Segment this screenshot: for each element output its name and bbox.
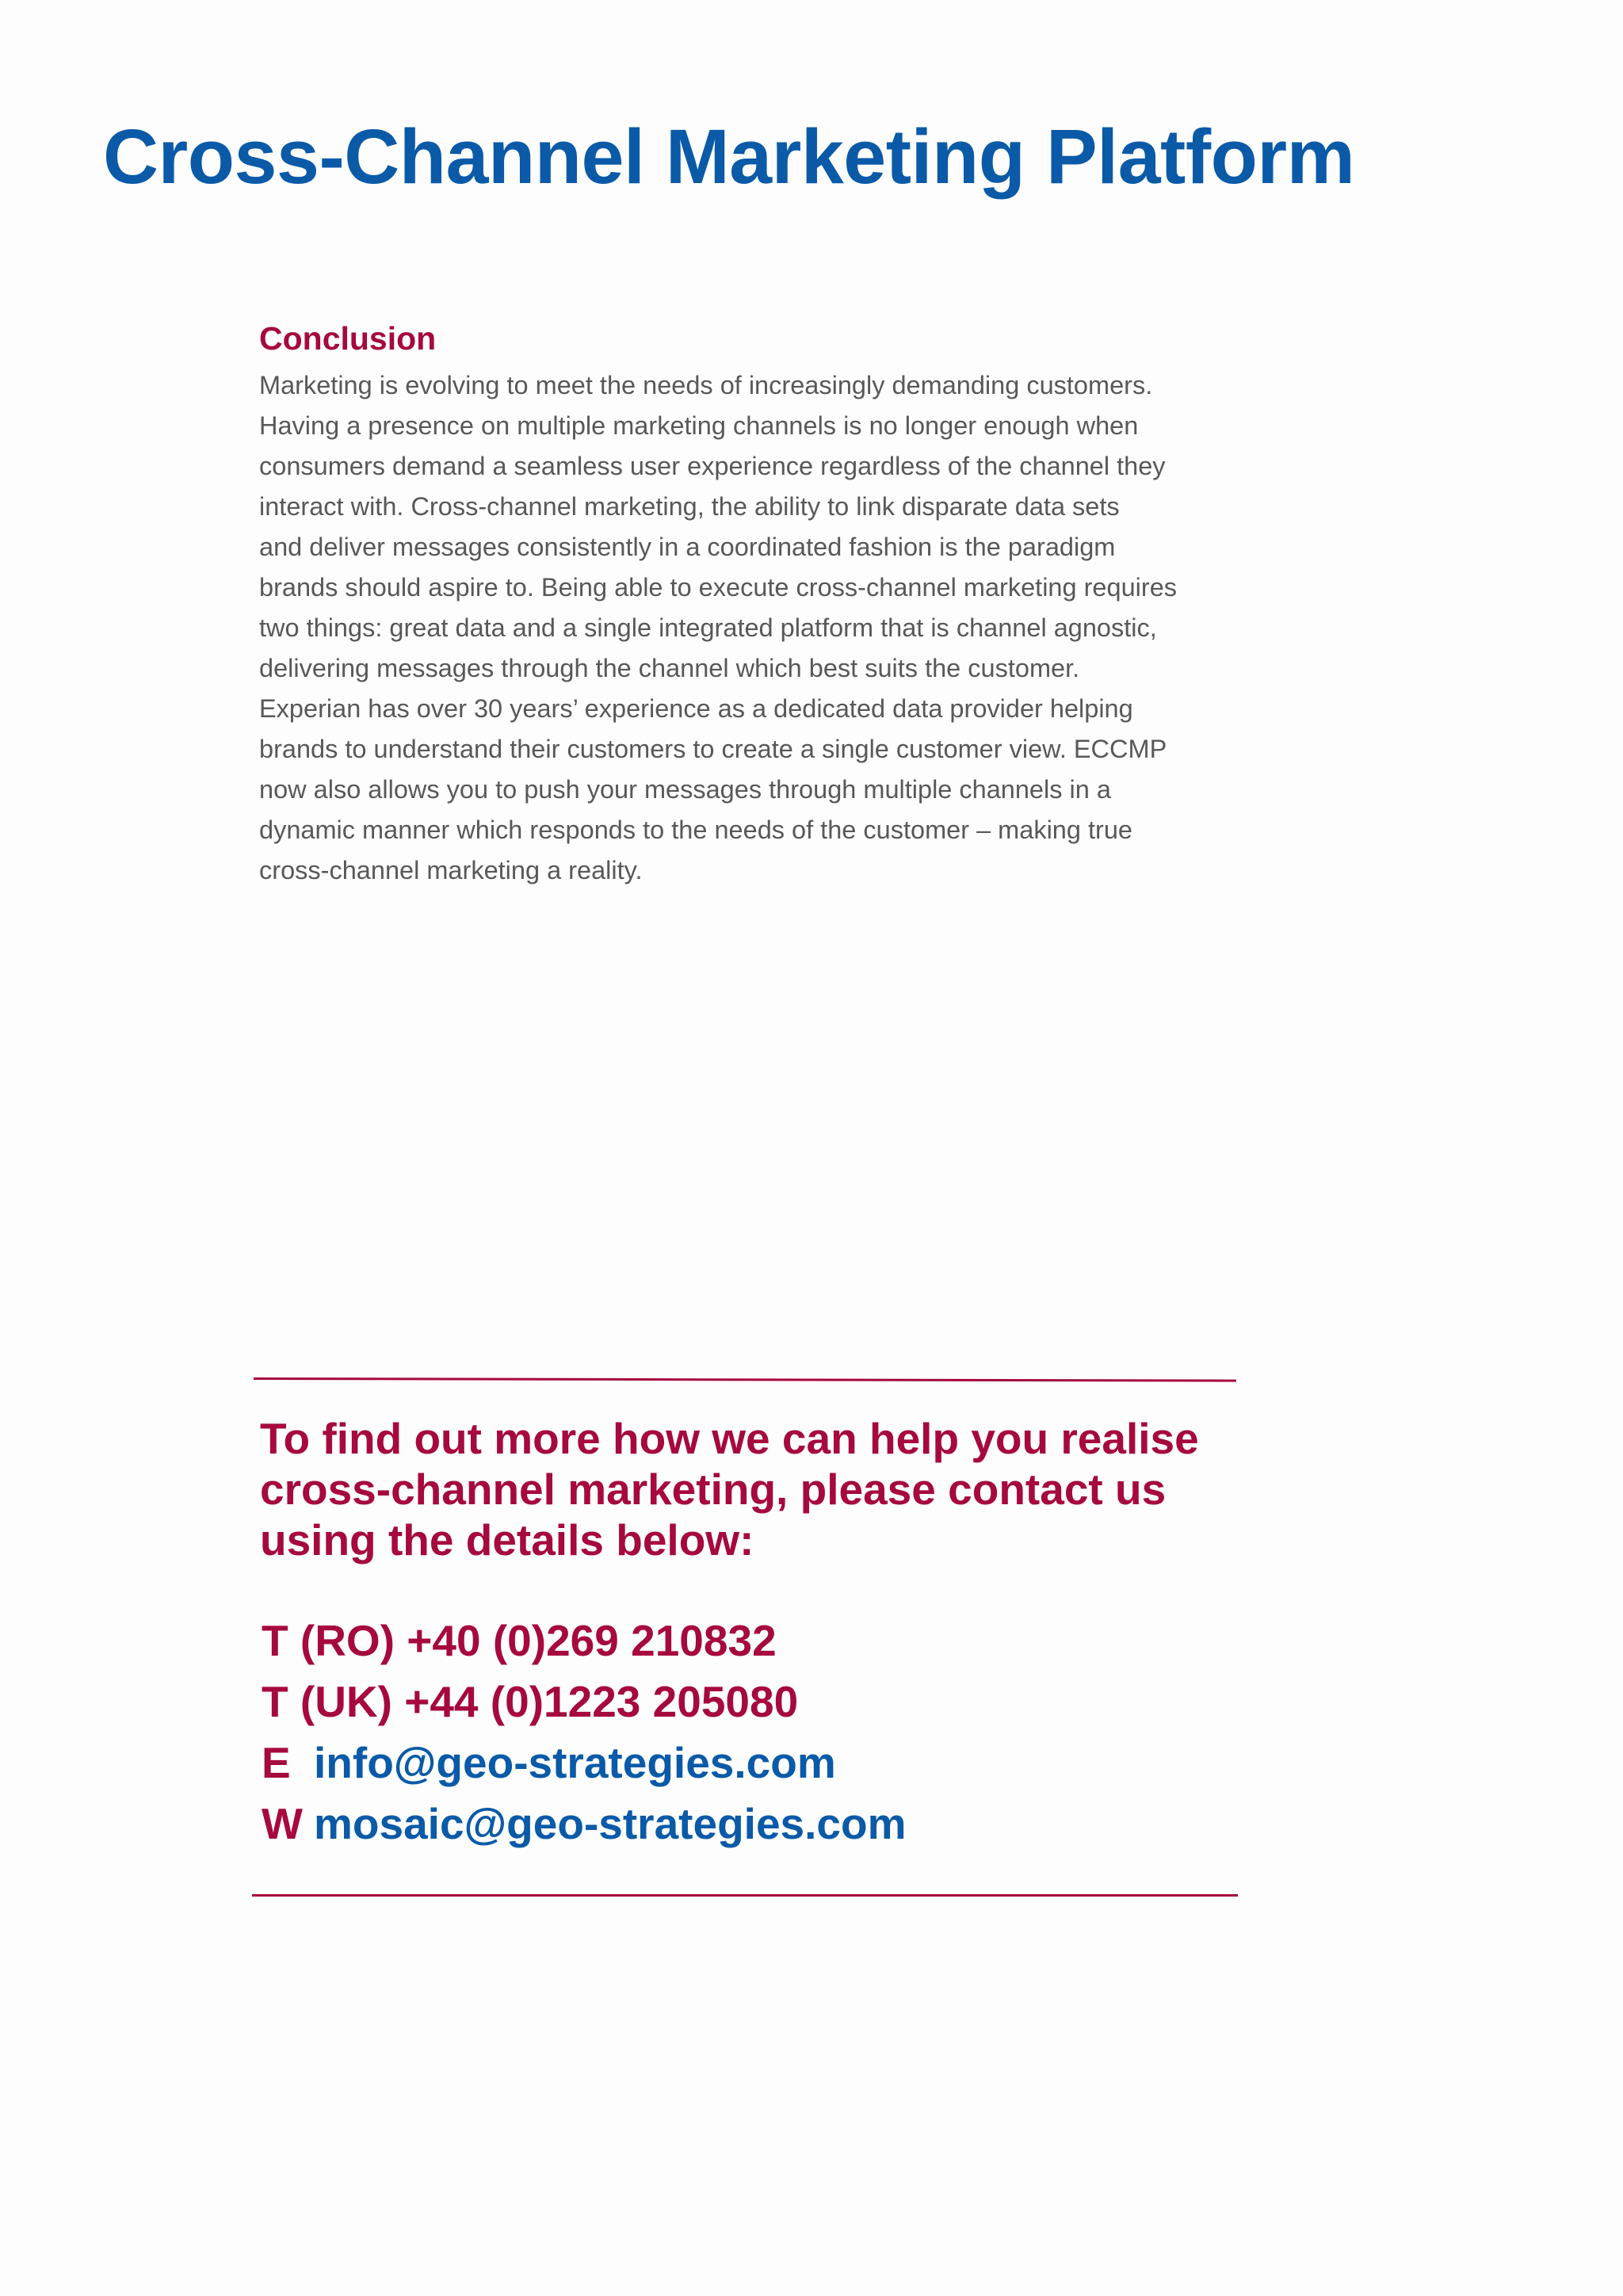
body-line: consumers demand a seamless user experience regardless of the channel they: [259, 452, 1166, 480]
contact-details: [262, 1610, 907, 1855]
page-title: Cross-Channel Marketing Platform: [103, 113, 1355, 200]
body-line: Having a presence on multiple marketing channels is no longer enough when: [259, 411, 1139, 440]
web-key: W: [262, 1799, 303, 1848]
body-line: delivering messages through the channel which best suits the customer.: [259, 654, 1080, 682]
body-line: brands to understand their customers to create a single customer view. ECCMP: [259, 735, 1167, 763]
web-row: [262, 1794, 907, 1855]
conclusion-heading: Conclusion: [259, 320, 437, 357]
body-line: cross-channel marketing a reality.: [259, 856, 643, 884]
email-link[interactable]: info@geo-strategies.com: [314, 1738, 836, 1787]
body-line: brands should aspire to. Being able to execute cross-channel marketing requires: [259, 573, 1178, 602]
body-line: Marketing is evolving to meet the needs of increasingly demanding customers.: [259, 371, 1153, 399]
conclusion-section: [259, 313, 1281, 891]
body-line: two things: great data and a single integrated platform that is channel agnostic,: [259, 613, 1157, 642]
web-link[interactable]: mosaic@geo-strategies.com: [314, 1799, 907, 1848]
contact-call-to-action: [260, 1413, 1258, 1565]
body-line: dynamic manner which responds to the needs of the customer – making true: [259, 816, 1132, 844]
body-line: Experian has over 30 years’ experience as a dedicated data provider helping: [259, 694, 1133, 723]
email-key: E: [262, 1738, 291, 1787]
phone-uk: T (UK) +44 (0)1223 205080: [262, 1677, 799, 1726]
body-line: and deliver messages consistently in a coordinated fashion is the paradigm: [259, 533, 1116, 561]
cta-line: using the details below:: [260, 1515, 754, 1564]
phone-romania: T (RO) +40 (0)269 210832: [262, 1616, 777, 1665]
bottom-divider: [252, 1894, 1238, 1897]
body-line: interact with. Cross-channel marketing, the ability to link disparate data sets: [259, 492, 1120, 521]
cta-line: cross-channel marketing, please contact us: [260, 1465, 1167, 1514]
cta-line: To find out more how we can help you realise: [260, 1414, 1199, 1463]
email-row: [262, 1733, 907, 1794]
conclusion-body: [259, 365, 1281, 891]
body-line: now also allows you to push your messages through multiple channels in a: [259, 775, 1111, 804]
